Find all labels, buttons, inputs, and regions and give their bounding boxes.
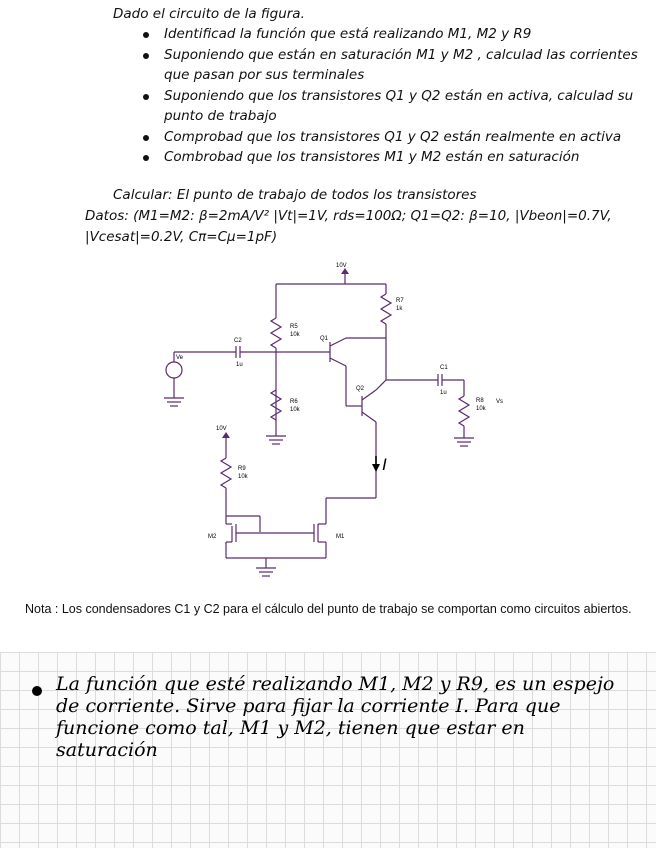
c1-name: C1 <box>440 365 448 371</box>
r6-value: 10k <box>290 407 300 413</box>
c2-value: 1u <box>236 362 243 368</box>
r9-value: 10k <box>238 474 248 480</box>
ve-label: Ve <box>176 355 184 361</box>
data-parameters: Datos: (M1=M2: β=2mA/V² |Vt|=1V, rds=100Ω; Q1=Q2: β=10, |Vbeon|=0.7V, |Vcesat|=0.2V, Cπ=Cμ=1pF) <box>85 208 612 245</box>
supply-left-label: 10V <box>216 426 227 432</box>
r8-value: 10k <box>476 406 486 412</box>
q2-label: Q2 <box>356 386 365 392</box>
circuit-diagram <box>150 258 520 588</box>
supply-top-label: 10V <box>336 263 347 269</box>
r6-name: R6 <box>290 399 298 405</box>
m1-label: M1 <box>336 534 345 540</box>
task-item: Suponiendo que están en saturación M1 y M2 , calculad las corrientes que pasan por sus terminales <box>140 45 645 86</box>
calc-instruction: Calcular: El punto de trabajo de todos los transistores <box>113 187 477 203</box>
task-list <box>140 24 645 168</box>
r8-name: R8 <box>476 398 484 404</box>
r7-name: R7 <box>396 298 404 304</box>
r5-name: R5 <box>290 324 298 330</box>
r9-name: R9 <box>238 466 246 472</box>
answer-bullet <box>32 686 42 696</box>
vs-label: Vs <box>496 399 504 405</box>
q1-label: Q1 <box>320 336 329 342</box>
problem-intro: Dado el circuito de la figura. <box>113 6 305 22</box>
c1-value: 1u <box>440 390 447 396</box>
task-item: Suponiendo que los transistores Q1 y Q2 están en activa, calculad su punto de trabajo <box>140 86 645 127</box>
task-item: Combrobad que los transistores M1 y M2 están en saturación <box>140 147 645 168</box>
r7-value: 1k <box>396 306 403 312</box>
current-label: I <box>382 455 387 474</box>
task-item: Identificad la función que está realizando M1, M2 y R9 <box>140 24 645 45</box>
r5-value: 10k <box>290 332 300 338</box>
handwritten-answer: La función que esté realizando M1, M2 y R9, es un espejo de corriente. Sirve para fijar la corriente I. Para que funcione como tal, M1 y M2, tienen que estar en saturación <box>56 673 615 761</box>
m2-label: M2 <box>208 534 217 540</box>
task-item: Comprobad que los transistores Q1 y Q2 están realmente en activa <box>140 127 645 148</box>
c2-name: C2 <box>234 338 242 344</box>
note: Nota : Los condensadores C1 y C2 para el cálculo del punto de trabajo se comportan como circuitos abiertos. <box>25 602 632 616</box>
